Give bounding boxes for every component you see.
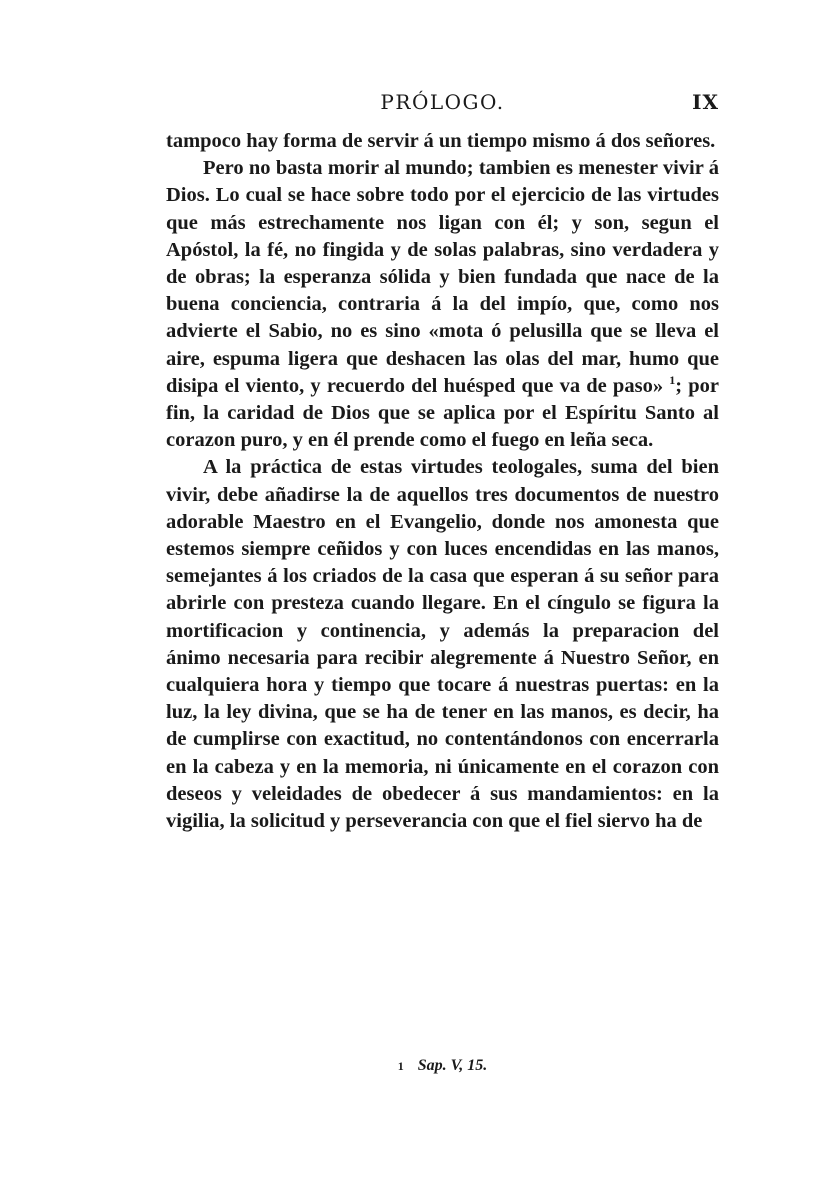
footnote-citation: Sap. V, 15. [417, 1057, 488, 1074]
body-text [166, 128, 719, 835]
paragraph-virtues-text-1: Pero no basta morir al mundo; tambien es menester vivir á Dios. Lo cual se hace sobre todo por el ejercicio de las virtudes que más estrechamente nos ligan con él; y son, segun el Apóstol, la fé, no fingida y de solas palabras, sino verdadera y de obras; la esperanza sólida y bien fundada que nace de la buena conciencia, contraria á la del impío, que, como nos advierte el Sabio, no es sino «mota ó pelusilla que se lleva el aire, espuma ligera que deshacen las olas del mar, humo que disipa el viento, y recuerdo del huésped que va de paso» [166, 157, 719, 397]
page-number: IX [692, 90, 719, 114]
paragraph-virtues [166, 155, 719, 454]
paragraph-continuation: tampoco hay forma de servir á un tiempo mismo á dos señores. [166, 130, 716, 152]
footnote-reference: 1 [669, 373, 676, 387]
paragraph-virtues-text-2: ; por fin, la caridad de Dios que se aplica por el Espíritu Santo al corazon puro, y en él prende como el fuego en leña seca. [166, 374, 720, 452]
running-head: PRÓLOGO. [380, 90, 505, 114]
footnote [166, 1057, 719, 1075]
footnote-mark: 1 [397, 1059, 404, 1073]
paragraph-gospel-documents: A la práctica de estas virtudes teologales, suma del bien vivir, debe añadirse la de aquellos tres documentos de nuestro adorable Maestro en el Evangelio, donde nos amonesta que estemos siempre ceñidos y con luces encendidas en las manos, semejantes á los criados de la casa que esperan á su señor para abrirle con presteza cuando llegare. En el cíngulo se figura la mortificacion y continencia, y además la preparacion del ánimo necesaria para recibir alegremente á Nuestro Señor, en cualquiera hora y tiempo que tocare á nuestras puertas: en la luz, la ley divina, que se ha de tener en las manos, es decir, ha de cumplirse con exactitud, no contentándonos con encerrarla en la cabeza y en la memoria, ni únicamente en el corazon con deseos y veleidades de obedecer á sus mandamientos: en la vigilia, la solicitud y perseverancia con que el fiel siervo ha de [166, 456, 719, 833]
page-header [166, 88, 719, 118]
